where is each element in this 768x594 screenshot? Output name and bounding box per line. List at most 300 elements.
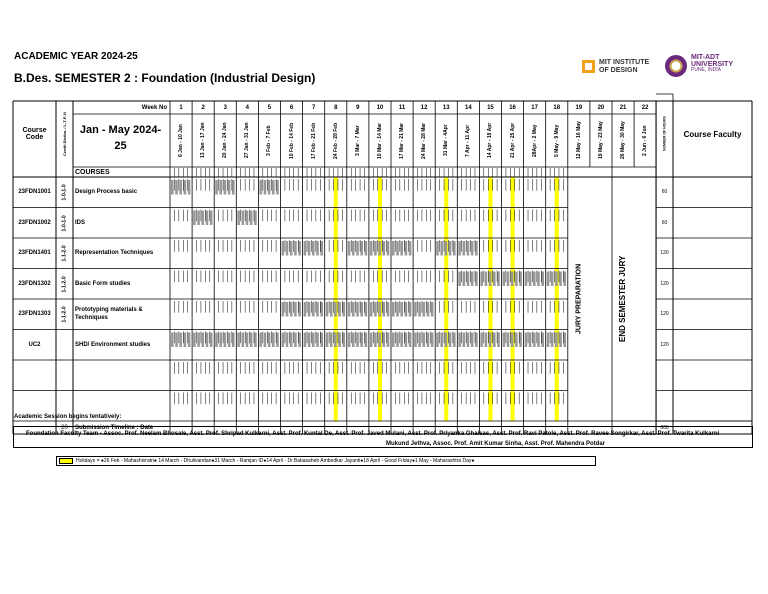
activity-block bbox=[396, 241, 399, 256]
week-number: 17 bbox=[531, 104, 538, 111]
activity-block bbox=[427, 333, 430, 348]
activity-block bbox=[547, 333, 550, 348]
activity-block bbox=[409, 241, 412, 256]
activity-block bbox=[210, 333, 213, 348]
week-date: 7 Apr - 11 Apr bbox=[465, 124, 472, 157]
faculty-team-box bbox=[13, 426, 753, 448]
activity-block bbox=[383, 333, 386, 348]
activity-block bbox=[485, 272, 488, 287]
activity-block bbox=[175, 180, 178, 195]
week-date: 24 Feb - 28 Feb bbox=[332, 122, 339, 159]
activity-block bbox=[352, 302, 355, 317]
activity-block bbox=[507, 333, 510, 348]
course-code: 23FDN1302 bbox=[18, 280, 51, 287]
course-hours: 60 bbox=[661, 219, 668, 226]
course-credit: 1-1-2-0 bbox=[61, 306, 68, 323]
activity-block bbox=[392, 333, 395, 348]
week-no-label: Week No bbox=[141, 104, 167, 111]
activity-block bbox=[525, 333, 528, 348]
activity-block bbox=[400, 333, 403, 348]
logo2-text: MIT-ADT UNIVERSITY bbox=[691, 54, 734, 68]
course-name: Basic Form studies bbox=[75, 280, 131, 287]
activity-block bbox=[352, 333, 355, 348]
course-name: Design Process basic bbox=[75, 189, 138, 196]
activity-block bbox=[282, 241, 285, 256]
activity-block bbox=[360, 302, 363, 317]
activity-block bbox=[515, 333, 518, 348]
activity-block bbox=[179, 180, 182, 195]
activity-block bbox=[374, 241, 377, 256]
activity-block bbox=[503, 272, 506, 287]
activity-block bbox=[356, 333, 359, 348]
activity-block bbox=[378, 241, 381, 256]
week-number: 1 bbox=[179, 104, 183, 111]
week-date: 3 Mar - 7 Mar bbox=[354, 125, 361, 156]
activity-block bbox=[334, 333, 337, 348]
activity-block bbox=[453, 333, 456, 348]
course-code: UC2 bbox=[28, 341, 41, 348]
activity-block bbox=[423, 333, 426, 348]
activity-block bbox=[436, 333, 439, 348]
week-date: 27 Jan - 31 Jan bbox=[244, 122, 251, 159]
activity-block bbox=[348, 241, 351, 256]
activity-block bbox=[242, 333, 245, 348]
activity-block bbox=[254, 333, 257, 348]
activity-block bbox=[316, 302, 319, 317]
activity-block bbox=[298, 333, 301, 348]
week-number: 8 bbox=[334, 104, 338, 111]
activity-block bbox=[463, 272, 466, 287]
logo1-text: MIT INSTITUTE OF DESIGN bbox=[599, 59, 650, 74]
activity-block bbox=[497, 333, 500, 348]
end-semester-jury-label: END SEMESTER JURY bbox=[618, 255, 628, 343]
activity-block bbox=[396, 333, 399, 348]
activity-block bbox=[304, 333, 307, 348]
activity-block bbox=[475, 241, 478, 256]
week-number: 12 bbox=[420, 104, 428, 111]
activity-block bbox=[326, 302, 329, 317]
activity-block bbox=[246, 333, 249, 348]
week-date: 28Apr - 2 May bbox=[531, 124, 538, 157]
activity-block bbox=[365, 241, 368, 256]
week-number: 14 bbox=[465, 104, 472, 111]
submission-timeline-label: Submission Timeline : Date bbox=[75, 424, 154, 431]
activity-block bbox=[392, 241, 395, 256]
activity-block bbox=[475, 333, 478, 348]
activity-block bbox=[312, 302, 315, 317]
course-name: IDS bbox=[75, 219, 86, 226]
activity-block bbox=[383, 241, 386, 256]
activity-block bbox=[537, 272, 540, 287]
activity-block bbox=[427, 302, 430, 317]
week-number: 21 bbox=[619, 104, 627, 111]
activity-block bbox=[409, 333, 412, 348]
week-date: 17 Mar - 21 Mar bbox=[399, 122, 406, 159]
activity-block bbox=[458, 272, 461, 287]
activity-block bbox=[555, 333, 558, 348]
week-number: 2 bbox=[201, 104, 205, 111]
activity-block bbox=[282, 302, 285, 317]
activity-block bbox=[529, 333, 532, 348]
week-number: 9 bbox=[356, 104, 360, 111]
week-date: 24 Mar - 28 Mar bbox=[421, 122, 428, 159]
activity-block bbox=[497, 272, 500, 287]
activity-block bbox=[242, 211, 245, 226]
activity-block bbox=[423, 302, 426, 317]
activity-block bbox=[326, 333, 329, 348]
week-date: 19 May - 23 May bbox=[597, 121, 604, 160]
activity-block bbox=[290, 333, 293, 348]
week-date: 31 Mar - 4Apr bbox=[443, 124, 450, 157]
week-date: 10 Feb - 14 Feb bbox=[288, 122, 295, 159]
activity-block bbox=[304, 302, 307, 317]
activity-block bbox=[533, 272, 536, 287]
activity-block bbox=[298, 302, 301, 317]
activity-block bbox=[259, 333, 262, 348]
activity-block bbox=[316, 333, 319, 348]
activity-block bbox=[237, 211, 240, 226]
activity-block bbox=[467, 333, 470, 348]
activity-block bbox=[458, 333, 461, 348]
course-code: 23FDN1401 bbox=[18, 250, 51, 257]
activity-block bbox=[193, 333, 196, 348]
activity-block bbox=[272, 333, 275, 348]
activity-block bbox=[343, 333, 346, 348]
activity-block bbox=[555, 272, 558, 287]
activity-block bbox=[343, 302, 346, 317]
total-hours: 600 bbox=[660, 424, 669, 431]
activity-block bbox=[202, 333, 205, 348]
activity-block bbox=[533, 333, 536, 348]
activity-block bbox=[308, 302, 311, 317]
activity-block bbox=[467, 241, 470, 256]
activity-block bbox=[387, 241, 390, 256]
week-date: 10 Mar - 14 Mar bbox=[376, 122, 383, 159]
activity-block bbox=[206, 211, 209, 226]
course-credit: 1-0-1-0 bbox=[61, 214, 68, 231]
activity-block bbox=[515, 272, 518, 287]
activity-block bbox=[445, 241, 448, 256]
faculty-line-1: Foundation Faculty Team - Assoc. Prof. Neelam Bhosale, Asst. Prof. Shripad Kulkarni, Asst. Prof. Kuntal De, Asst. Prof. Javed Mulani, Asst. Prof. Priyanka Ghaisas, Asst. Prof. Ravi Patole, Asst. Prof. Ravee Songirkar, Asst. Prof. Twarita Kulkarni bbox=[26, 431, 720, 437]
activity-block bbox=[475, 272, 478, 287]
activity-block bbox=[237, 333, 240, 348]
activity-block bbox=[370, 302, 373, 317]
activity-block bbox=[489, 272, 492, 287]
activity-block bbox=[493, 272, 496, 287]
activity-block bbox=[467, 272, 470, 287]
logo2-subtext: PUNE, INDIA bbox=[691, 67, 722, 73]
activity-block bbox=[286, 241, 289, 256]
activity-block bbox=[471, 333, 474, 348]
course-name: Representation Techniques bbox=[75, 250, 154, 257]
activity-block bbox=[348, 333, 351, 348]
activity-block bbox=[360, 333, 363, 348]
activity-block bbox=[228, 333, 231, 348]
activity-block bbox=[210, 211, 213, 226]
activity-block bbox=[250, 333, 253, 348]
activity-block bbox=[378, 333, 381, 348]
activity-block bbox=[320, 333, 323, 348]
course-credit: 1-0-1-0 bbox=[61, 184, 68, 201]
activity-block bbox=[519, 333, 522, 348]
activity-block bbox=[179, 333, 182, 348]
period-label: Jan - May 2024-25 bbox=[79, 124, 162, 152]
week-date: 6 Jan - 10 Jan bbox=[178, 124, 185, 157]
activity-block bbox=[370, 333, 373, 348]
week-number: 20 bbox=[597, 104, 605, 111]
activity-block bbox=[409, 302, 412, 317]
activity-block bbox=[541, 333, 544, 348]
course-code: 23FDN1002 bbox=[18, 219, 51, 226]
activity-block bbox=[224, 333, 227, 348]
activity-block bbox=[511, 333, 514, 348]
activity-block bbox=[215, 180, 218, 195]
activity-block bbox=[308, 241, 311, 256]
activity-block bbox=[383, 302, 386, 317]
activity-block bbox=[396, 302, 399, 317]
course-credit: 1-1-2-0 bbox=[61, 275, 68, 292]
activity-block bbox=[294, 241, 297, 256]
activity-block bbox=[551, 272, 554, 287]
activity-block bbox=[405, 302, 408, 317]
week-number: 15 bbox=[487, 104, 494, 111]
activity-block bbox=[405, 241, 408, 256]
activity-block bbox=[480, 333, 483, 348]
activity-block bbox=[304, 241, 307, 256]
activity-block bbox=[370, 241, 373, 256]
activity-block bbox=[365, 302, 368, 317]
activity-block bbox=[272, 180, 275, 195]
activity-block bbox=[188, 180, 191, 195]
activity-block bbox=[232, 333, 235, 348]
week-date: 3 Feb - 7 Feb bbox=[266, 125, 273, 156]
activity-block bbox=[360, 241, 363, 256]
activity-block bbox=[374, 302, 377, 317]
activity-block bbox=[184, 180, 187, 195]
activity-block bbox=[365, 333, 368, 348]
activity-block bbox=[529, 272, 532, 287]
activity-block bbox=[559, 272, 562, 287]
activity-block bbox=[463, 333, 466, 348]
week-date: 12 May - 16 May bbox=[575, 121, 582, 160]
activity-block bbox=[405, 333, 408, 348]
holiday-legend bbox=[56, 456, 596, 466]
week-date: 21 Apr - 25 Apr bbox=[509, 122, 516, 159]
activity-block bbox=[493, 333, 496, 348]
course-hours: 120 bbox=[660, 311, 669, 318]
activity-block bbox=[564, 333, 567, 348]
week-date: 26 May - 30 May bbox=[620, 121, 627, 160]
course-name: SHD/ Environment studies bbox=[75, 341, 151, 348]
faculty-header: Course Faculty bbox=[683, 129, 742, 139]
activity-block bbox=[320, 302, 323, 317]
activity-block bbox=[418, 302, 421, 317]
activity-block bbox=[374, 333, 377, 348]
activity-block bbox=[400, 241, 403, 256]
week-number: 4 bbox=[245, 104, 250, 111]
hours-header: NUMBER OF HOURS bbox=[662, 116, 667, 152]
activity-block bbox=[197, 333, 200, 348]
activity-block bbox=[250, 211, 253, 226]
course-credit bbox=[56, 330, 73, 361]
week-date: 17 Feb - 21 Feb bbox=[310, 122, 317, 159]
activity-block bbox=[449, 333, 452, 348]
activity-block bbox=[378, 302, 381, 317]
week-number: 19 bbox=[575, 104, 583, 111]
holiday-text: Holidays = ●26 Feb - Mahashivratri● 14 March - Dhulivandan●31 March - Ramjan ID●14 April - Dr.Babasaheb Ambedkar Jayanti●18 April - Good Friday●1 May - Maharashtra Day● bbox=[76, 458, 475, 464]
activity-block bbox=[175, 333, 178, 348]
activity-block bbox=[414, 333, 417, 348]
activity-block bbox=[414, 302, 417, 317]
activity-block bbox=[352, 241, 355, 256]
activity-block bbox=[294, 302, 297, 317]
activity-block bbox=[259, 180, 262, 195]
week-date: 2 Jun - 6 Jun bbox=[642, 125, 649, 156]
activity-block bbox=[202, 211, 205, 226]
activity-block bbox=[431, 333, 434, 348]
activity-block bbox=[184, 333, 187, 348]
activity-block bbox=[268, 180, 271, 195]
activity-block bbox=[431, 302, 434, 317]
activity-block bbox=[282, 333, 285, 348]
activity-block bbox=[290, 302, 293, 317]
week-number: 11 bbox=[398, 104, 406, 111]
activity-block bbox=[206, 333, 209, 348]
course-credit: 1-1-2-0 bbox=[61, 245, 68, 262]
activity-block bbox=[316, 241, 319, 256]
week-number: 18 bbox=[553, 104, 561, 111]
activity-block bbox=[551, 333, 554, 348]
course-code: 23FDN1303 bbox=[18, 311, 51, 318]
course-name: Prototyping materials & Techniques bbox=[75, 307, 143, 322]
activity-block bbox=[312, 333, 315, 348]
activity-block bbox=[440, 241, 443, 256]
activity-block bbox=[312, 241, 315, 256]
week-number: 6 bbox=[289, 104, 294, 111]
activity-block bbox=[356, 241, 359, 256]
activity-block bbox=[338, 333, 341, 348]
activity-block bbox=[334, 302, 337, 317]
course-hours: 120 bbox=[660, 250, 669, 257]
activity-block bbox=[286, 333, 289, 348]
week-number: 7 bbox=[311, 104, 316, 111]
semester-title: B.Des. SEMESTER 2 : Foundation (Industrial Design) bbox=[14, 71, 316, 85]
faculty-line-2: Mukund Jethva, Assoc. Prof. Amit Kumar Sinha, Asst. Prof. Mahendra Potdar bbox=[386, 441, 606, 447]
week-date: 14 Apr - 18 Apr bbox=[487, 122, 494, 159]
session-note: Academic Session begins tentatively: bbox=[14, 414, 122, 420]
activity-block bbox=[171, 333, 174, 348]
week-date: 13 Jan - 17 Jan bbox=[200, 122, 207, 159]
activity-block bbox=[525, 272, 528, 287]
activity-block bbox=[537, 333, 540, 348]
activity-block bbox=[171, 180, 174, 195]
activity-block bbox=[264, 333, 267, 348]
activity-block bbox=[294, 333, 297, 348]
activity-block bbox=[232, 180, 235, 195]
activity-block bbox=[219, 180, 222, 195]
activity-block bbox=[458, 241, 461, 256]
activity-block bbox=[436, 241, 439, 256]
activity-block bbox=[246, 211, 249, 226]
activity-block bbox=[511, 272, 514, 287]
holiday-swatch bbox=[59, 458, 73, 464]
activity-block bbox=[276, 180, 279, 195]
activity-block bbox=[219, 333, 222, 348]
activity-block bbox=[453, 241, 456, 256]
activity-block bbox=[193, 211, 196, 226]
jury-preparation-label: JURY PREPARATION bbox=[575, 263, 583, 335]
week-date: 20 Jan - 24 Jan bbox=[222, 122, 229, 159]
activity-block bbox=[387, 333, 390, 348]
activity-block bbox=[471, 272, 474, 287]
activity-block bbox=[308, 333, 311, 348]
activity-block bbox=[471, 241, 474, 256]
course-hours: 60 bbox=[661, 189, 668, 196]
activity-block bbox=[392, 302, 395, 317]
week-number: 10 bbox=[376, 104, 384, 111]
activity-block bbox=[418, 333, 421, 348]
activity-block bbox=[400, 302, 403, 317]
academic-year-heading: ACADEMIC YEAR 2024-25 bbox=[14, 51, 138, 62]
course-code: 23FDN1001 bbox=[18, 189, 51, 196]
activity-block bbox=[503, 333, 506, 348]
activity-block bbox=[228, 180, 231, 195]
activity-block bbox=[449, 241, 452, 256]
course-hours: 120 bbox=[660, 280, 669, 287]
course-hours: 120 bbox=[660, 341, 669, 348]
activity-block bbox=[519, 272, 522, 287]
activity-block bbox=[276, 333, 279, 348]
activity-block bbox=[440, 333, 443, 348]
activity-block bbox=[320, 241, 323, 256]
activity-block bbox=[298, 241, 301, 256]
activity-block bbox=[215, 333, 218, 348]
activity-block bbox=[286, 302, 289, 317]
activity-block bbox=[348, 302, 351, 317]
activity-block bbox=[338, 302, 341, 317]
activity-block bbox=[356, 302, 359, 317]
credit-header: Credit Distbn. / L-T-P-N bbox=[62, 112, 67, 156]
week-number: 22 bbox=[641, 104, 649, 111]
activity-block bbox=[290, 241, 293, 256]
activity-block bbox=[547, 272, 550, 287]
activity-block bbox=[268, 333, 271, 348]
course-code-header: Course Code bbox=[22, 127, 47, 141]
activity-block bbox=[489, 333, 492, 348]
activity-block bbox=[559, 333, 562, 348]
activity-block bbox=[264, 180, 267, 195]
activity-block bbox=[507, 272, 510, 287]
activity-block bbox=[254, 211, 257, 226]
activity-block bbox=[330, 302, 333, 317]
week-number: 16 bbox=[509, 104, 516, 111]
activity-block bbox=[224, 180, 227, 195]
week-date: 5 May - 9 May bbox=[553, 124, 560, 157]
courses-label: COURSES bbox=[75, 168, 110, 176]
activity-block bbox=[330, 333, 333, 348]
activity-block bbox=[387, 302, 390, 317]
activity-block bbox=[197, 211, 200, 226]
week-number: 13 bbox=[442, 104, 450, 111]
activity-block bbox=[480, 272, 483, 287]
total-credits: 20 bbox=[61, 424, 68, 431]
activity-block bbox=[463, 241, 466, 256]
week-number: 5 bbox=[267, 104, 272, 111]
activity-block bbox=[445, 333, 448, 348]
activity-block bbox=[541, 272, 544, 287]
activity-block bbox=[564, 272, 567, 287]
week-number: 3 bbox=[223, 104, 227, 111]
